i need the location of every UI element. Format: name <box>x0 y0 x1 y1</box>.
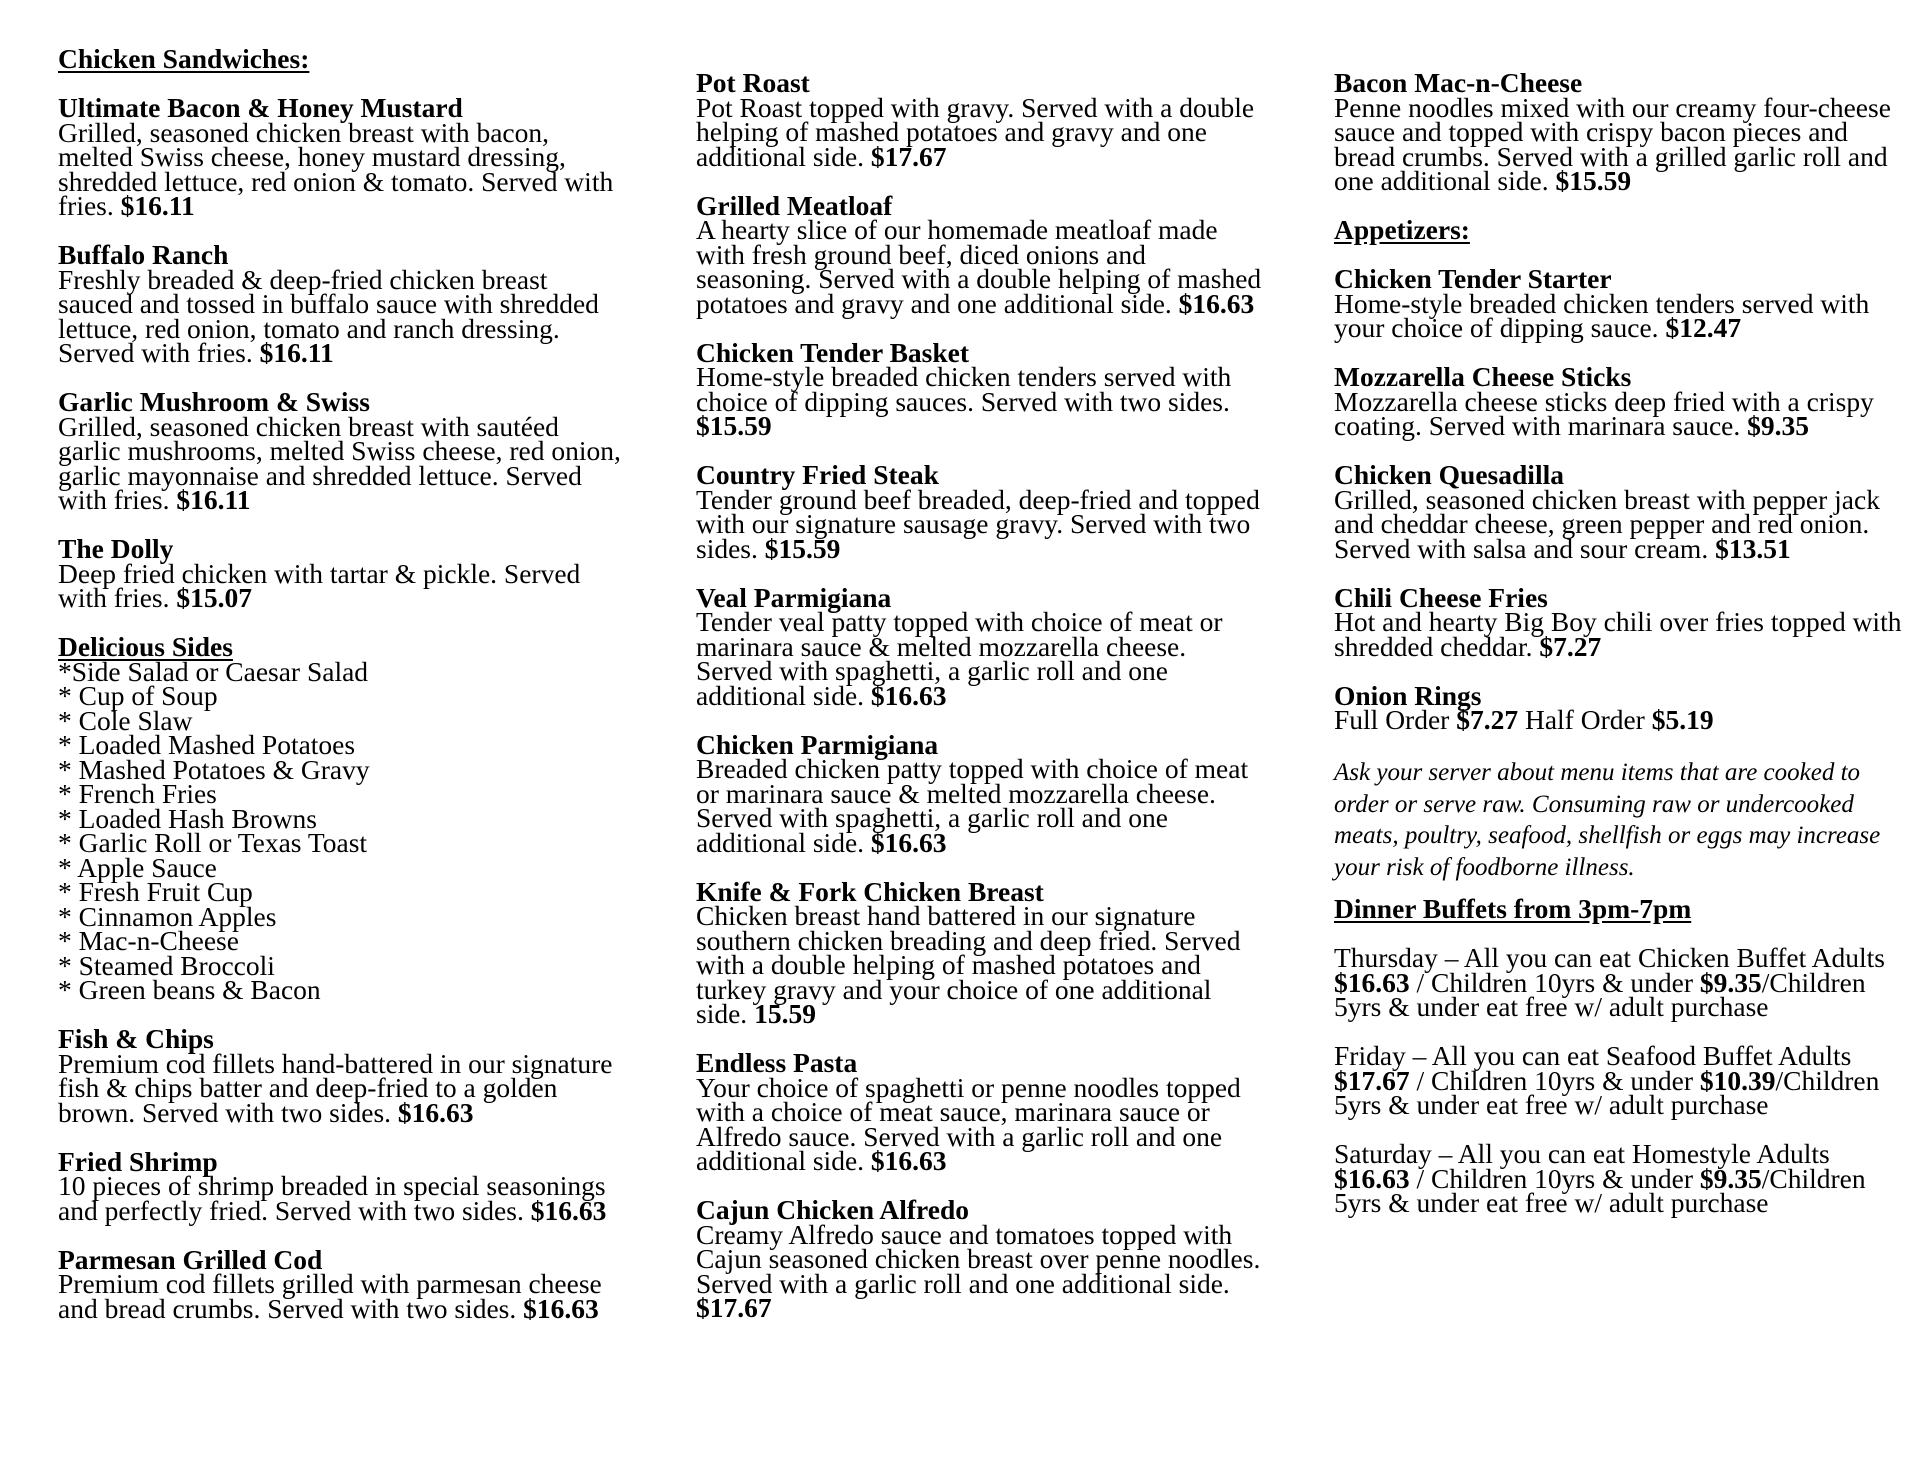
price: $16.63 <box>870 679 947 711</box>
menu-item <box>696 459 1266 564</box>
sides-list <box>58 631 628 1005</box>
menu-item-description <box>58 263 628 368</box>
description-text: Freshly breaded & deep-fried chicken breast sauced and tossed in buffalo sauce with shredded lettuce, red onion, tomato and ranch dressing. Served with fries. <box>58 263 599 368</box>
description-text: Grilled, seasoned chicken breast with pepper jack and cheddar cheese, green pepper and red onion. Served with salsa and sour cream. <box>1334 483 1880 564</box>
description-text: Penne noodles mixed with our creamy four-cheese sauce and topped with crispy bacon pieces and bread crumbs. Served with a grilled garlic roll and one additional side. <box>1334 91 1891 196</box>
list-item: * Loaded Mashed Potatoes <box>58 729 356 760</box>
menu-item-description <box>58 1268 628 1324</box>
description-text: A hearty slice of our homemade meatloaf made with fresh ground beef, diced onions and seasoning. Served with a double helping of mashed potatoes and gravy and one additional side. <box>696 214 1262 319</box>
menu-item <box>696 875 1266 1029</box>
price: $16.63 <box>1334 1162 1410 1194</box>
section-heading: Delicious Sides <box>58 631 233 662</box>
description-text: Home-style breaded chicken tenders served with choice of dipping sauces. Served with two sides. <box>696 361 1232 417</box>
menu-item-description <box>696 753 1266 858</box>
menu-item-description <box>1334 483 1904 564</box>
menu-item-title: Knife & Fork Chicken Breast <box>696 875 1044 907</box>
price: $10.39 <box>1699 1064 1776 1096</box>
list-item: * Steamed Broccoli <box>58 949 275 981</box>
menu-item <box>58 386 628 515</box>
description-text: 10 pieces of shrimp breaded in special seasonings and perfectly fried. Served with two sides. <box>58 1170 606 1226</box>
menu-item-description <box>58 1170 628 1226</box>
price: 15.59 <box>754 998 816 1029</box>
description-text: Your choice of spaghetti or penne noodles topped with a choice of meat sauce, marinara sauce or Alfredo sauce. Served with a garlic roll and one additional side. <box>696 1071 1241 1176</box>
menu-item <box>58 1023 628 1128</box>
menu-item-description <box>696 606 1266 711</box>
menu-item <box>696 67 1266 172</box>
price: $5.19 <box>1651 704 1714 735</box>
menu-item-title: Ultimate Bacon & Honey Mustard <box>58 92 463 123</box>
menu-item-title: Grilled Meatloaf <box>696 189 893 221</box>
menu-item-title: Chicken Parmigiana <box>696 728 939 760</box>
menu-item-description <box>696 361 1266 441</box>
price: $12.47 <box>1665 312 1742 343</box>
price: $16.11 <box>259 337 334 368</box>
description-text: Grilled, seasoned chicken breast with bacon, melted Swiss cheese, honey mustard dressing, shredded lettuce, red onion & tomato. Served with fries. <box>58 116 614 221</box>
price: $7.27 <box>1539 630 1602 662</box>
description-text: Grilled, seasoned chicken breast with sautéed garlic mushrooms, melted Swiss cheese, red onion, garlic mayonnaise and shredded lettuce. Served with fries. <box>58 410 621 515</box>
menu-item <box>696 189 1266 319</box>
menu-item <box>696 336 1266 441</box>
menu-item <box>696 728 1266 858</box>
menu-item <box>58 1243 628 1324</box>
description-text: /Children 5yrs & under eat free w/ adult purchase <box>1334 1162 1866 1219</box>
allergy-notice: Ask your server about menu items that are cooked to order or serve raw. Consuming raw or undercooked meats, poultry, seafood, shellfish or eggs may increase your risk of foodborne illness. <box>1334 759 1881 881</box>
menu-item <box>1334 459 1904 564</box>
menu-item-title: Chicken Quesadilla <box>1334 459 1564 490</box>
menu-item-title: Chicken Tender Starter <box>1334 263 1612 294</box>
menu-item-title: Cajun Chicken Alfredo <box>696 1194 969 1225</box>
description-text: Premium cod fillets hand-battered in our signature fish & chips batter and deep-fried to a golden brown. Served with two sides. <box>58 1047 613 1128</box>
description-text: Home-style breaded chicken tenders served with your choice of dipping sauce. <box>1334 287 1870 343</box>
description-text: Tender ground beef breaded, deep-fried and topped with our signature sausage gravy. Served with two sides. <box>696 483 1260 564</box>
price: $16.11 <box>120 190 195 221</box>
list-item: * Mac-n-Cheese <box>58 925 239 956</box>
menu-item-description <box>1334 91 1904 196</box>
menu-item <box>1334 581 1904 662</box>
menu-item-description <box>696 1218 1266 1323</box>
menu-item-description <box>696 91 1266 172</box>
price: $9.35 <box>1747 410 1809 441</box>
list-item: * Garlic Roll or Texas Toast <box>58 827 368 858</box>
menu-item-description <box>696 483 1266 564</box>
price: $16.63 <box>397 1096 474 1128</box>
price: $17.67 <box>1334 1064 1410 1096</box>
menu-item-description <box>696 900 1266 1029</box>
price: $15.07 <box>176 582 253 613</box>
price: $15.59 <box>764 532 841 564</box>
menu-item-description <box>58 557 628 613</box>
menu-item-title: Fried Shrimp <box>58 1145 218 1177</box>
list-item: * Cinnamon Apples <box>58 900 277 932</box>
menu-item <box>1334 679 1904 735</box>
list-item: * Green beans & Bacon <box>58 974 321 1005</box>
buffet-info <box>1334 1040 1904 1121</box>
description-text: / Children 10yrs & under <box>1409 1064 1700 1096</box>
menu-item-description <box>58 1047 628 1128</box>
menu-item-title: Fish & Chips <box>58 1023 214 1054</box>
menu-item-title: Country Fried Steak <box>696 459 939 490</box>
description-text: Premium cod fillets grilled with parmesan cheese and bread crumbs. Served with two sides. <box>58 1268 602 1324</box>
price: $16.63 <box>870 1145 947 1176</box>
price: $16.11 <box>176 484 251 515</box>
menu-item-title: Pot Roast <box>696 67 810 98</box>
menu-item-title: Chicken Tender Basket <box>696 336 970 368</box>
menu-item-description <box>1334 385 1904 441</box>
menu-item-title: Parmesan Grilled Cod <box>58 1243 323 1275</box>
menu-item <box>1334 361 1904 441</box>
menu-item <box>58 1145 628 1226</box>
menu-item <box>696 1047 1266 1176</box>
section-heading: Appetizers: <box>1334 214 1470 245</box>
buffet-info <box>1334 1138 1904 1219</box>
menu-item <box>696 581 1266 711</box>
menu-item-description <box>1334 704 1904 735</box>
list-item: * Fresh Fruit Cup <box>58 876 253 907</box>
description-text: Pot Roast topped with gravy. Served with a double helping of mashed potatoes and gravy and one additional side. <box>696 91 1255 172</box>
menu-item-title: Buffalo Ranch <box>58 239 229 270</box>
list-item: * Cup of Soup <box>58 680 218 711</box>
menu-item-description <box>1334 606 1904 662</box>
price: $17.67 <box>696 1292 772 1323</box>
price: $9.35 <box>1699 1162 1762 1194</box>
price: $16.63 <box>530 1194 607 1226</box>
description-text: Tender veal patty topped with choice of meat or marinara sauce & melted mozzarella cheese. Served with spaghetti, a garlic roll and one additional side. <box>696 606 1223 711</box>
menu-item-description <box>696 214 1266 319</box>
list-item: *Side Salad or Caesar Salad <box>58 655 369 687</box>
description-text: Half Order <box>1518 704 1652 735</box>
menu-item <box>1334 67 1904 196</box>
description-text: /Children 5yrs & under eat free w/ adult purchase <box>1334 1064 1880 1121</box>
menu-column-1 <box>58 43 628 1346</box>
menu-item <box>696 1194 1266 1323</box>
menu-item-description <box>696 1071 1266 1176</box>
price: $17.67 <box>870 140 947 172</box>
description-text: Deep fried chicken with tartar & pickle. Served with fries. <box>58 557 581 613</box>
buffet-info <box>1334 942 1904 1023</box>
description-text: Thursday – All you can eat Chicken Buffet Adults <box>1334 942 1885 974</box>
section-heading: Chicken Sandwiches: <box>58 43 310 74</box>
menu-item-title: Mozzarella Cheese Sticks <box>1334 361 1632 392</box>
menu-item-description <box>58 116 628 221</box>
price: $15.59 <box>1555 165 1632 196</box>
price: $16.63 <box>870 826 947 858</box>
menu-item-description <box>1334 287 1904 343</box>
price: $9.35 <box>1699 966 1762 998</box>
menu-item <box>58 239 628 368</box>
price: $16.63 <box>523 1292 599 1324</box>
list-item: * Mashed Potatoes & Gravy <box>58 753 370 785</box>
menu-item-title: Chili Cheese Fries <box>1334 581 1548 613</box>
menu-column-3 <box>1334 67 1904 1240</box>
description-text: / Children 10yrs & under <box>1409 966 1700 998</box>
description-text: Friday – All you can eat Seafood Buffet Adults <box>1334 1040 1852 1072</box>
menu-item-title: The Dolly <box>58 533 174 564</box>
menu-item-title: Endless Pasta <box>696 1047 858 1078</box>
description-text: /Children 5yrs & under eat free w/ adult purchase <box>1334 966 1866 1023</box>
menu-item-description <box>58 410 628 515</box>
list-item: * French Fries <box>58 778 217 809</box>
description-text: Saturday – All you can eat Homestyle Adults <box>1334 1138 1830 1170</box>
description-text: Full Order <box>1334 704 1457 735</box>
description-text: Creamy Alfredo sauce and tomatoes topped with Cajun seasoned chicken breast over penne noodles. Served with a garlic roll and one additional side. <box>696 1218 1261 1299</box>
menu-column-2 <box>696 67 1266 1345</box>
list-item: * Apple Sauce <box>58 851 217 883</box>
menu-item <box>1334 263 1904 343</box>
price: $16.63 <box>1334 966 1410 998</box>
menu-item <box>58 92 628 221</box>
menu-item-title: Veal Parmigiana <box>696 581 892 613</box>
menu-item-title: Bacon Mac-n-Cheese <box>1334 67 1583 98</box>
menu-item-title: Garlic Mushroom & Swiss <box>58 386 370 417</box>
description-text: / Children 10yrs & under <box>1409 1162 1700 1194</box>
list-item: * Cole Slaw <box>58 704 193 736</box>
price: $13.51 <box>1715 532 1791 564</box>
menu-item <box>58 533 628 613</box>
description-text: Mozzarella cheese sticks deep fried with a crispy coating. Served with marinara sauce. <box>1334 385 1874 441</box>
description-text: Breaded chicken patty topped with choice of meat or marinara sauce & melted mozzarella cheese. Served with spaghetti, a garlic roll and one additional side. <box>696 753 1249 858</box>
section-heading: Dinner Buffets from 3pm-7pm <box>1334 893 1692 925</box>
list-item: * Loaded Hash Browns <box>58 802 317 834</box>
menu-item-title: Onion Rings <box>1334 679 1482 711</box>
price: $16.63 <box>1178 287 1255 319</box>
description-text: Chicken breast hand battered in our signature southern chicken breading and deep fried. Served with a double helping of mashed potatoes and turkey gravy and your choice of one additional side. <box>696 900 1241 1029</box>
price: $7.27 <box>1456 704 1519 735</box>
price: $15.59 <box>696 410 772 441</box>
description-text: Hot and hearty Big Boy chili over fries topped with shredded cheddar. <box>1334 606 1902 662</box>
